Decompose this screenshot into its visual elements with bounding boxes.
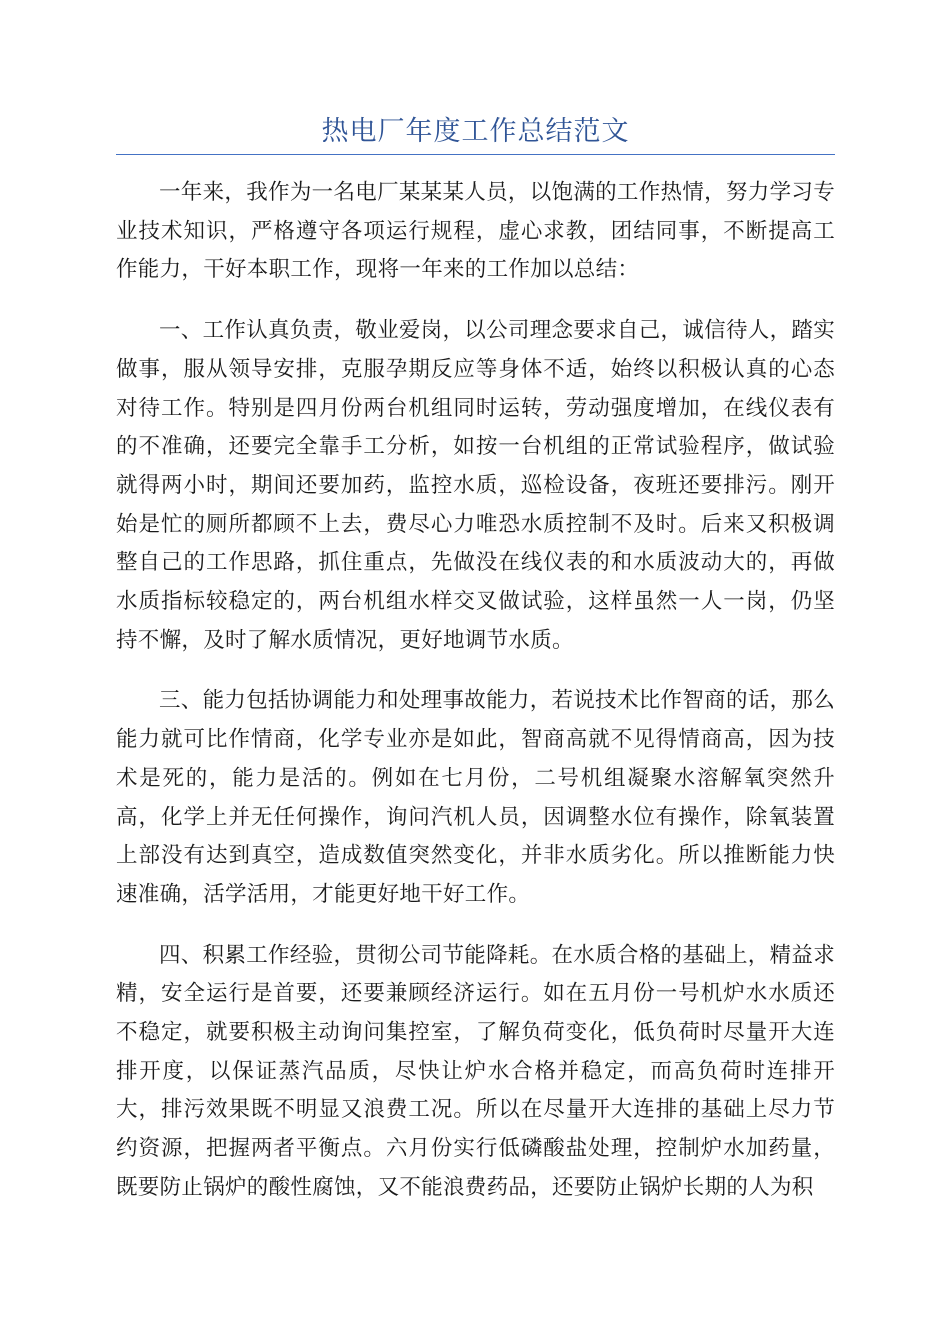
paragraph-section-1: 一、工作认真负责，敬业爱岗，以公司理念要求自己，诚信待人，踏实做事，服从领导安排，克服孕期反应等身体不适，始终以积极认真的心态对待工作。特别是四月份两台机组同时运转，劳动强度增加，在线仪表有的不准确，还要完全靠手工分析，如按一台机组的正常试验程序，做试验就得两小时，期间还要加药，监控水质，巡检设备，夜班还要排污。刚开始是忙的厕所都顾不上去，费尽心力唯恐水质控制不及时。后来又积极调整自己的工作思路，抓住重点，先做没在线仪表的和水质波动大的，再做水质指标较稳定的，两台机组水样交叉做试验，这样虽然一人一岗，仍坚持不懈，及时了解水质情况，更好地调节水质。 [116, 318, 835, 653]
document-body [116, 174, 835, 1230]
paragraph-section-3: 三、能力包括协调能力和处理事故能力，若说技术比作智商的话，那么能力就可比作情商，化学专业亦是如此，智商高就不见得情商高，因为技术是死的，能力是活的。例如在七月份，二号机组凝聚水溶解氧突然升高，化学上并无任何操作，询问汽机人员，因调整水位有操作，除氧装置上部没有达到真空，造成数值突然变化，并非水质劣化。所以推断能力快速准确，活学活用，才能更好地干好工作。 [116, 688, 835, 907]
paragraph-section-4: 四、积累工作经验，贯彻公司节能降耗。在水质合格的基础上，精益求精，安全运行是首要，还要兼顾经济运行。如在五月份一号机炉水水质还不稳定，就要积极主动询问集控室，了解负荷变化，低负荷时尽量开大连排开度，以保证蒸汽品质，尽快让炉水合格并稳定，而高负荷时连排开大，排污效果既不明显又浪费工况。所以在尽量开大连排的基础上尽力节约资源，把握两者平衡点。六月份实行低磷酸盐处理，控制炉水加药量，既要防止锅炉的酸性腐蚀，又不能浪费药品，还要防止锅炉长期的人为积 [116, 942, 835, 1200]
paragraph-intro: 一年来，我作为一名电厂某某某人员，以饱满的工作热情，努力学习专业技术知识，严格遵守各项运行规程，虚心求教，团结同事，不断提高工作能力，干好本职工作，现将一年来的工作加以总结： [116, 180, 835, 283]
document-title: 热电厂年度工作总结范文 [321, 116, 630, 147]
title-underline [116, 154, 835, 155]
